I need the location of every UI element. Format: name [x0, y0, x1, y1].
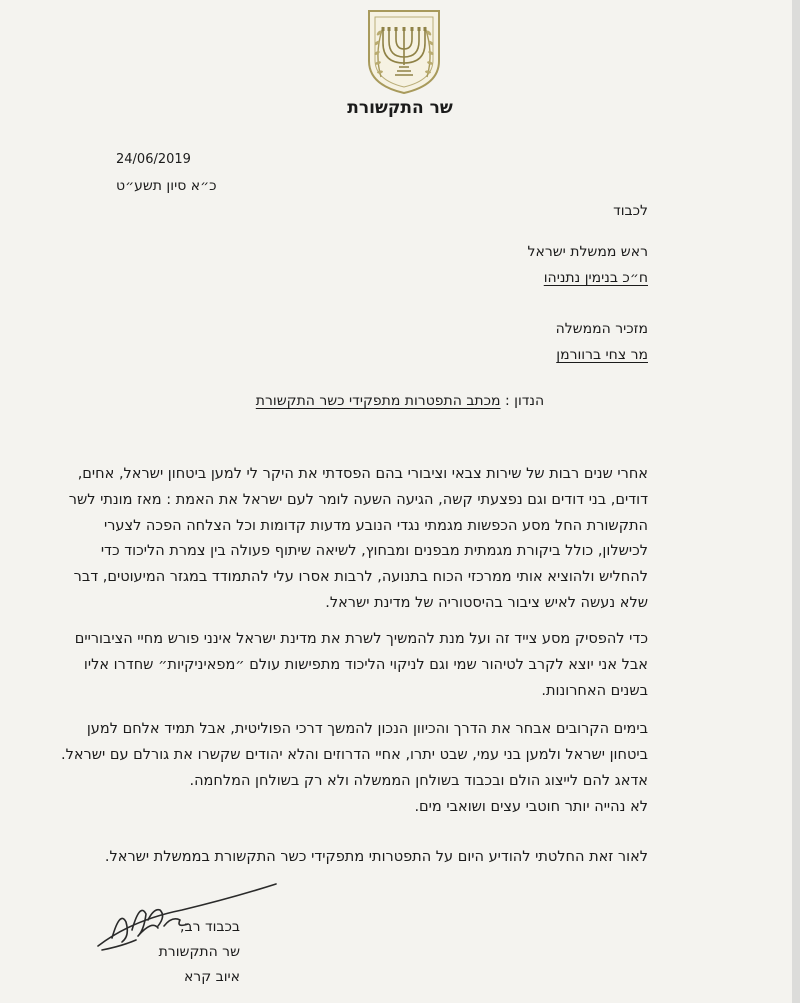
greeting: לכבוד: [613, 203, 648, 219]
hebrew-date: כ״א סיון תשע״ט: [116, 178, 217, 194]
body-paragraph-1: אחרי שנים רבות של שירות צבאי וציבורי בהם הפסדתי את היקר לי למען ביטחון ישראל, אחים, דודים, בני דודים וגם נפצעתי קשה, הגיעה השעה לומר לעם ישראל את האמת : מאז מונתי לשר התקשורת החל מסע הכפשות מגמתי נגדי הנובע מדעות קדומות וכל הצלחה הפכה לצערי לכישלון, כולל ביקורת מגמתית מבפנים ומבחוץ, לשיאה שיתוף פעולה בין צמרת הליכוד כדי להחליש ולהוציא אותי ממרכזי הכוח בתנועה, לרבות אסרו עלי להתמודד במגזר המיעוטים, דבר שלא נעשה לאיש ציבור בהיסטוריה של מדינת ישראל.: [68, 466, 648, 611]
body-paragraph-2: כדי להפסיק מסע צייד זה ועל מנת להמשיך לשרת את מדינת ישראל אינני פורש מחיי הציבוריים אבל אני יוצא לקרב לטיהור שמי וגם לניקוי הליכוד מתפישות עולם ״מפאיניקיות״ שחדרו אליו בשנים האחרונות.: [74, 631, 648, 699]
recipient-2-title: מזכיר הממשלה: [555, 321, 648, 337]
subject-line: [200, 393, 600, 409]
menorah-emblem-icon: [361, 3, 447, 95]
recipient-1-name: ח״כ בנימין נתניהו: [543, 270, 648, 286]
closing-regards: בכבוד רב,: [180, 919, 240, 935]
gregorian-date: 24/06/2019: [116, 152, 191, 167]
body-paragraph-3-closing-line: לא נהייה יותר חוטבי עצים ושואבי מים.: [414, 799, 648, 815]
subject-text: מכתב התפטרות מתפקידי כשר התקשורת: [255, 393, 501, 409]
handwritten-signature-icon: [92, 880, 292, 960]
closing-name: איוב קרא: [183, 969, 240, 985]
ministry-title: שר התקשורת: [347, 98, 453, 118]
page-edge: [792, 0, 800, 1003]
recipient-1-title: ראש ממשלת ישראל: [527, 244, 648, 260]
body-paragraph-3: בימים הקרובים אבחר את הדרך והכיוון הנכון להמשך דרכי הפוליטית, אבל תמיד אלחם למען ביטחון ישראל ולמען בני עמי, שבט יתרו, אחיי הדרוזים והלא יהודים שקשרו את גורלם עם ישראל. אדאג להם לייצוג הולם ובכבוד בשולחן הממשלה ולא רק בשולחן המלחמה.: [61, 721, 648, 789]
body-paragraph-4: לאור זאת החלטתי להודיע היום על התפטרותי מתפקידי כשר התקשורת בממשלת ישראל.: [104, 849, 648, 865]
closing-role: שר התקשורת: [158, 944, 240, 960]
recipient-2-name: מר צחי ברוורמן: [556, 347, 648, 363]
subject-label: הנדון :: [504, 393, 545, 409]
